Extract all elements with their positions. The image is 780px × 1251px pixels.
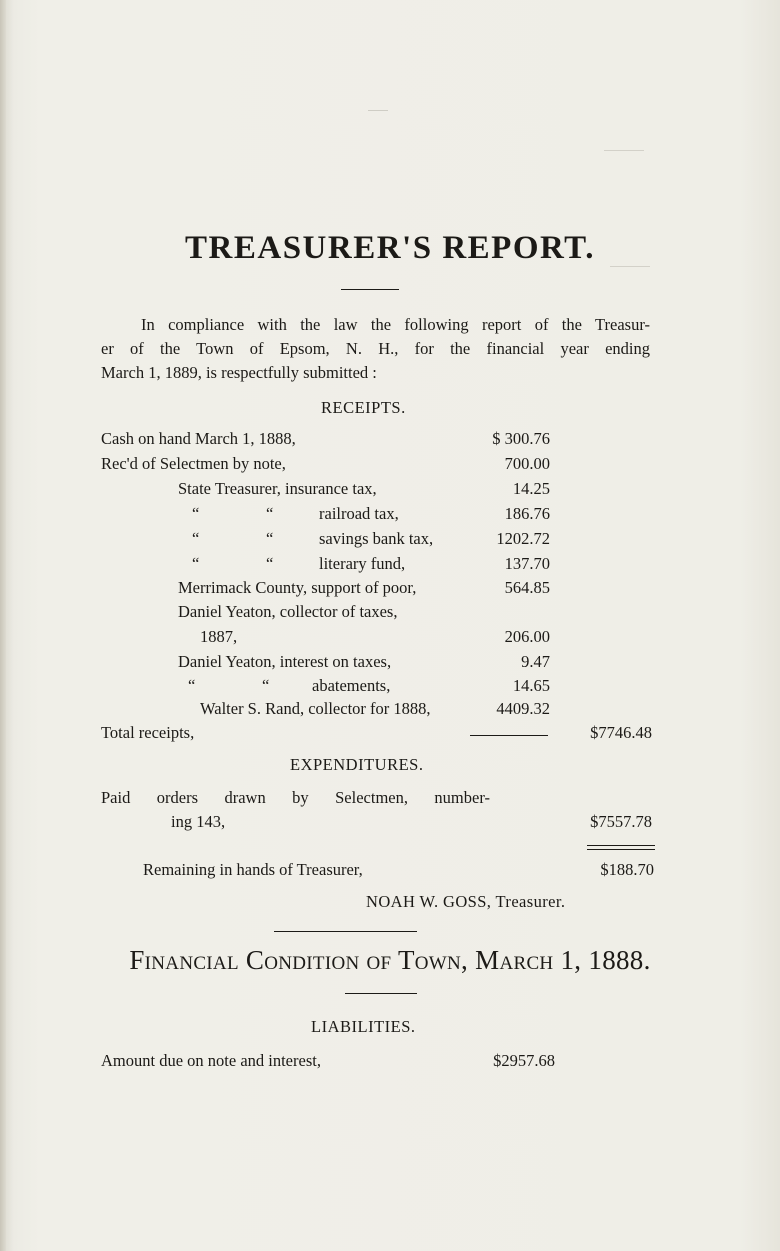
receipt-amount: 1202.72 <box>496 529 550 548</box>
receipt-amount: 700.00 <box>504 454 550 473</box>
receipt-label: Cash on hand March 1, 1888, <box>101 429 296 448</box>
receipt-amount: 14.25 <box>512 479 550 498</box>
ditto-mark: “ <box>266 554 274 573</box>
receipt-amount: 206.00 <box>504 627 550 646</box>
ditto-mark: “ <box>192 529 200 548</box>
total-receipts-amount: $7746.48 <box>590 723 652 742</box>
bleed-through-mark <box>604 140 644 151</box>
remaining-label: Remaining in hands of Treasurer, <box>143 860 363 879</box>
receipt-label: Rec'd of Selectmen by note, <box>101 454 286 473</box>
treasurer-signature: NOAH W. GOSS, Treasurer. <box>366 892 566 911</box>
ditto-mark: “ <box>192 504 200 523</box>
expenditure-rule <box>587 845 655 846</box>
title-divider <box>341 289 399 290</box>
receipt-amount: 9.47 <box>521 652 550 671</box>
liability-label: Amount due on note and interest, <box>101 1051 321 1070</box>
expenditure-rule <box>587 849 655 850</box>
expenditures-heading: EXPENDITURES. <box>290 755 424 774</box>
receipt-label: railroad tax, <box>319 504 399 523</box>
receipt-label: savings bank tax, <box>319 529 434 548</box>
total-receipts-label: Total receipts, <box>101 723 195 742</box>
receipt-amount: $ 300.76 <box>492 429 550 448</box>
expenditure-line: ing 143, <box>171 812 226 831</box>
intro-line: In compliance with the law the following report of the Treasur- <box>141 315 650 334</box>
remaining-amount: $188.70 <box>600 860 654 879</box>
heading-divider <box>345 993 417 994</box>
receipt-label: Walter S. Rand, collector for 1888, <box>200 699 431 718</box>
ditto-mark: “ <box>262 676 270 695</box>
ditto-mark: “ <box>266 529 274 548</box>
receipt-label: Merrimack County, support of poor, <box>178 578 417 597</box>
page-title: TREASURER'S REPORT. <box>185 230 595 266</box>
expenditure-amount: $7557.78 <box>590 812 652 831</box>
page-gutter <box>0 0 6 1251</box>
ditto-mark: “ <box>192 554 200 573</box>
liability-amount: $2957.68 <box>493 1051 555 1070</box>
receipts-heading: RECEIPTS. <box>321 398 406 417</box>
financial-condition-heading: Financial Condition of Town, March 1, 1888. <box>129 945 651 975</box>
receipt-amount: 186.76 <box>504 504 550 523</box>
receipt-amount: 137.70 <box>504 554 550 573</box>
ditto-mark: “ <box>188 676 196 695</box>
receipt-amount: 4409.32 <box>496 699 550 718</box>
ditto-mark: “ <box>266 504 274 523</box>
receipt-label: Daniel Yeaton, collector of taxes, <box>178 602 398 621</box>
receipt-amount: 14.65 <box>512 676 550 695</box>
receipt-label: abatements, <box>312 676 391 695</box>
liabilities-heading: LIABILITIES. <box>311 1017 416 1036</box>
receipt-label: Daniel Yeaton, interest on taxes, <box>178 652 392 671</box>
section-divider <box>274 931 417 932</box>
intro-line: er of the Town of Epsom, N. H., for the financial year ending <box>101 339 650 358</box>
receipt-label: 1887, <box>200 627 238 646</box>
receipt-label: literary fund, <box>319 554 406 573</box>
receipt-amount: 564.85 <box>504 578 550 597</box>
intro-paragraph <box>101 313 650 385</box>
bleed-through-mark <box>368 96 388 111</box>
intro-line: March 1, 1889, is respectfully submitted : <box>101 363 377 382</box>
receipt-label: State Treasurer, insurance tax, <box>178 479 377 498</box>
expenditure-line: Paid orders drawn by Selectmen, number- <box>101 788 490 807</box>
